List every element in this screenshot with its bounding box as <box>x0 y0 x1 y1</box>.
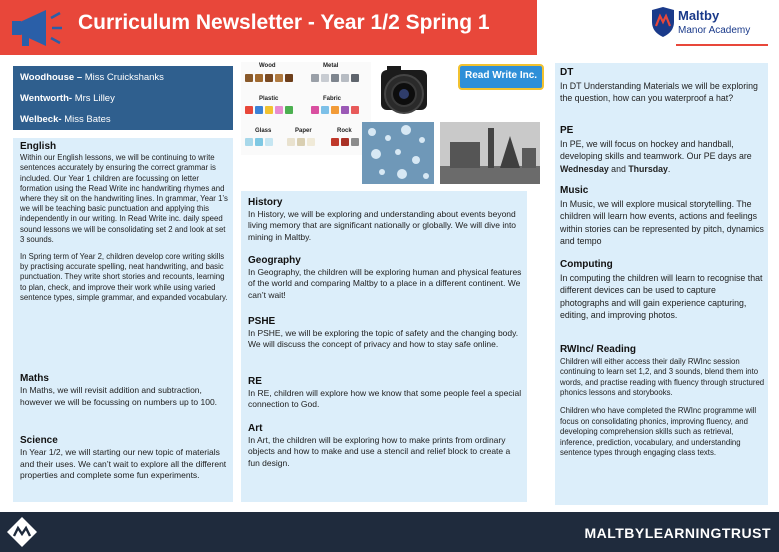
pe-text <box>560 138 765 175</box>
trust-mark-icon <box>6 516 38 548</box>
maths-text: In Maths, we will revisit addition and subtraction, however we will be focussing on numbers up to 100. <box>20 385 218 407</box>
camera-image <box>375 62 433 120</box>
pe-day-1: Wednesday <box>560 163 609 174</box>
logo-swoosh <box>676 44 768 46</box>
art-text: In Art, the children will be exploring how to make prints from ordinary objects and how to make and use a stencil and relief block to create a fun design. <box>248 435 511 468</box>
rwinc-heading: RWInc/ Reading <box>560 344 636 355</box>
music-text: In Music, we will explore musical storytelling. The children will learn how events, actions and feelings within stories can be represented by pitch, dynamics and tempo <box>560 199 764 246</box>
material-label-plastic: Plastic <box>259 96 279 102</box>
staff-row <box>20 114 111 125</box>
music-heading: Music <box>560 185 589 196</box>
left-panel <box>13 138 233 502</box>
material-label-wood: Wood <box>259 63 276 69</box>
pe-end: . <box>667 163 671 174</box>
science-text: In Year 1/2, we will starting our new topic of materials and their uses. We can’t wait to explore all the different properties and complete some fun experiments. <box>20 447 227 481</box>
staff-row <box>20 93 115 104</box>
material-label-rock: Rock <box>337 128 352 134</box>
staff-row <box>20 72 164 83</box>
footer-bar <box>0 512 779 552</box>
right-panel <box>555 63 768 505</box>
school-logo <box>648 4 774 56</box>
pshe-heading: PSHE <box>248 316 276 327</box>
art-section <box>248 423 522 476</box>
colliery-photo <box>440 122 540 184</box>
science-heading: Science <box>20 435 58 446</box>
pe-and: and <box>608 163 629 174</box>
material-label-metal: Metal <box>323 63 339 69</box>
read-write-inc-logo <box>458 64 544 90</box>
teacher-name: Miss Bates <box>64 114 111 125</box>
computing-text: In computing the children will learn to recognise that different devices can be used to capture photographs and will gain experience capturing, editing, and improving photos. <box>560 273 763 320</box>
computing-heading: Computing <box>560 259 613 270</box>
water-droplets-image <box>362 122 434 184</box>
history-heading: History <box>248 197 283 208</box>
maths-section <box>20 374 228 415</box>
class-separator: – <box>74 72 85 83</box>
re-heading: RE <box>248 376 262 387</box>
staff-box <box>13 66 233 130</box>
dt-text: In DT Understanding Materials we will be exploring the question, how can you waterproof a hat? <box>560 81 758 104</box>
english-section <box>20 142 228 310</box>
history-section <box>248 197 522 250</box>
geography-section <box>248 255 522 308</box>
school-subtitle: Manor Academy <box>678 25 751 36</box>
class-name: Woodhouse <box>20 72 75 83</box>
english-year1-text: Within our English lessons, we will be continuing to write sentences accurately by ensuring the correct grammar is included. Our Year 1 children are focussing on letter formation using the Read Write inc handwriting rhymes and where they sit on the handwriting lines. In grammar, Year 1’s we will be teaching basic punctuation and applying this independently in our writing. In Read Write inc. daily speed sound lessons we will be consolidating set 2 and look at set 3 sounds. <box>20 153 228 244</box>
rwinc-text-1: Children will either access their daily RWInc session continuing to learn set 1,2, and 3 sounds, blend them into words, and practise reading with fluency through structured phonics lessons and storybooks. <box>560 356 765 398</box>
pshe-section <box>248 316 522 358</box>
science-section <box>20 436 228 489</box>
material-label-glass: Glass <box>255 128 272 134</box>
english-year2-text: In Spring term of Year 2, children develop core writing skills by practising accurate spelling, neat handwriting, and basic punctuation. They write short stories and recounts, learning to plan, check, and improve their work while using varied sentence types, simple grammar, and expanded vocabulary. <box>20 252 228 302</box>
pe-heading: PE <box>560 125 574 136</box>
maths-heading: Maths <box>20 373 49 384</box>
megaphone-icon <box>6 4 66 52</box>
pe-body: In PE, we will focus on hockey and handball, developing skills and teamwork. Our PE days are <box>560 139 752 162</box>
material-label-paper: Paper <box>295 128 312 134</box>
class-separator: - <box>58 114 65 125</box>
pshe-text: In PSHE, we will be exploring the topic of safety and the changing body. We will discuss the concept of privacy and how to stay safe online. <box>248 328 519 350</box>
english-heading: English <box>20 141 57 152</box>
computing-section <box>560 259 765 328</box>
art-heading: Art <box>248 423 263 434</box>
rwinc-section <box>560 345 765 466</box>
class-name: Wentworth <box>20 93 69 104</box>
materials-image <box>241 62 371 155</box>
page-title: Curriculum Newsletter - Year 1/2 Spring 1 <box>78 11 490 34</box>
material-label-fabric: Fabric <box>323 96 342 102</box>
pe-day-2: Thursday <box>628 163 668 174</box>
music-section <box>560 185 765 254</box>
history-text: In History, we will be exploring and understanding about events beyond living memory that are significant nationally or globally. We will dive into mining in Maltby. <box>248 209 517 242</box>
pe-section <box>560 125 765 182</box>
re-text: In RE, children will explore how we know that some people feel a special connection to God. <box>248 388 522 410</box>
middle-panel <box>241 191 527 502</box>
geography-heading: Geography <box>248 255 301 266</box>
teacher-name: Miss Cruickshanks <box>84 72 164 83</box>
school-name: Maltby <box>678 8 720 23</box>
dt-section <box>560 67 765 112</box>
crest-icon <box>650 6 676 38</box>
trust-brand: MALTBYLEARNINGTRUST <box>584 525 771 541</box>
class-separator: - <box>68 93 75 104</box>
read-write-inc-label: Read Write Inc. <box>465 70 538 81</box>
teacher-name: Mrs Lilley <box>74 93 115 104</box>
re-section <box>248 376 522 418</box>
rwinc-text-2: Children who have completed the RWInc programme will focus on consolidating phonics, improving fluency, and developing comprehension skills such as retrieval, inference, prediction, vocabulary, and understanding sentence types through engaging class texts. <box>560 405 757 458</box>
geography-text: In Geography, the children will be exploring human and physical features of the world and comparing Maltby to a place in a different continent. We can’t wait! <box>248 267 522 300</box>
newsletter-header <box>0 0 537 55</box>
class-name: Welbeck <box>20 114 59 125</box>
dt-heading: DT <box>560 67 574 78</box>
